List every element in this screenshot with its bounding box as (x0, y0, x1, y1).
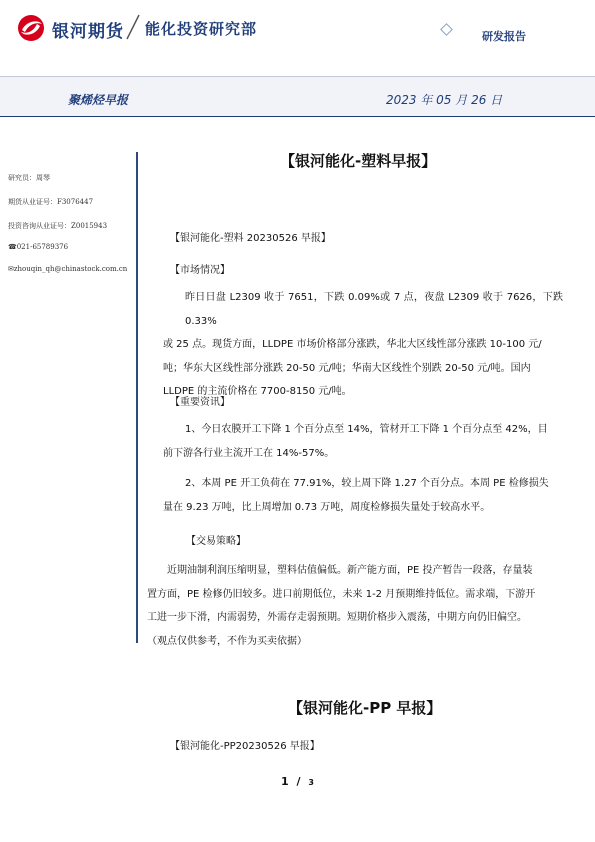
pe-report-subtitle: 【银河能化-塑料 20230526 早报】 (170, 233, 331, 244)
news-line: 1、今日农膜开工下降 1 个百分点至 14%，管材开工下降 1 个百分点至 42%，目 (185, 424, 548, 435)
page-number (0, 775, 595, 788)
sidebar-divider (136, 152, 138, 643)
strategy-line: 置方面，PE 检修仍旧较多。进口前期低位，未来 1-2 月预期维持低位。需求端，下游开 (147, 588, 536, 600)
diamond-icon (440, 23, 453, 36)
market-line: 或 25 点。现货方面，LLDPE 市场价格部分涨跌，华北大区线性部分涨跌 10-100 元/ (163, 339, 542, 350)
market-paragraph (163, 286, 563, 404)
market-line: 昨日日盘 L2309 收于 7651，下跌 0.09%或 7 点，夜盘 L2309 收于 7626，下跌 0.33% (185, 292, 563, 327)
current-page: 1 (281, 775, 289, 788)
header-divider-bottom (0, 116, 595, 117)
futures-license: 期货从业证号：F3076447 (8, 198, 94, 206)
report-category: 聚烯烃早报 (68, 93, 129, 107)
pp-section-title: 【银河能化-PP 早报】 (288, 699, 442, 717)
news-line: 量在 9.23 万吨，比上周增加 0.73 万吨，周度检修损失量处于较高水平。 (163, 501, 491, 513)
consult-license: 投资咨询从业证号：Z0015943 (8, 222, 108, 230)
strategy-paragraph (147, 559, 563, 653)
report-type: 研发报告 (482, 30, 526, 43)
pp-report-subtitle: 【银河能化-PP20230526 早报】 (170, 741, 320, 752)
department-name: 能化投资研究部 (145, 20, 258, 38)
news-line: 前下游各行业主流开工在 14%-57%。 (163, 447, 335, 459)
strategy-line: 工进一步下滑，内需弱势，外需存走弱预期。短期价格步入震荡，中期方向仍旧偏空。 (147, 612, 527, 623)
email-address[interactable]: ✉zhouqin_qh@chinastock.com.cn (8, 265, 128, 273)
page-separator: / (296, 775, 301, 788)
news-line: 2、本周 PE 开工负荷在 77.91%，较上周下降 1.27 个百分点。本周 PE 检修损失 (185, 478, 549, 489)
brand-name: 银河期货 (52, 22, 124, 42)
header-slash (124, 12, 142, 42)
total-pages: 3 (308, 778, 314, 787)
strategy-heading: 【交易策略】 (186, 536, 246, 547)
strategy-line: （观点仅供参考，不作为买卖依据） (147, 635, 307, 647)
strategy-line: 近期油制利润压缩明显，塑料估值偏低。新产能方面，PE 投产暂告一段落，存量装 (167, 565, 533, 576)
report-date: 2023 年 05 月 26 日 (386, 93, 503, 107)
phone-number: ☎021-65789376 (8, 243, 69, 251)
news-heading: 【重要资讯】 (170, 397, 230, 408)
galaxy-logo-icon (16, 13, 46, 43)
market-line: LLDPE 的主流价格在 7700-8150 元/吨。 (163, 386, 352, 397)
market-line: 吨；华东大区线性部分涨跌 20-50 元/吨；华南大区线性个别跌 20-50 元/吨。国内 (163, 362, 531, 374)
market-heading: 【市场情况】 (170, 265, 230, 276)
news-item-2 (163, 472, 563, 519)
pe-section-title: 【银河能化-塑料早报】 (280, 152, 437, 170)
news-item-1 (163, 418, 563, 465)
researcher-name: 研究员：周琴 (8, 174, 50, 182)
